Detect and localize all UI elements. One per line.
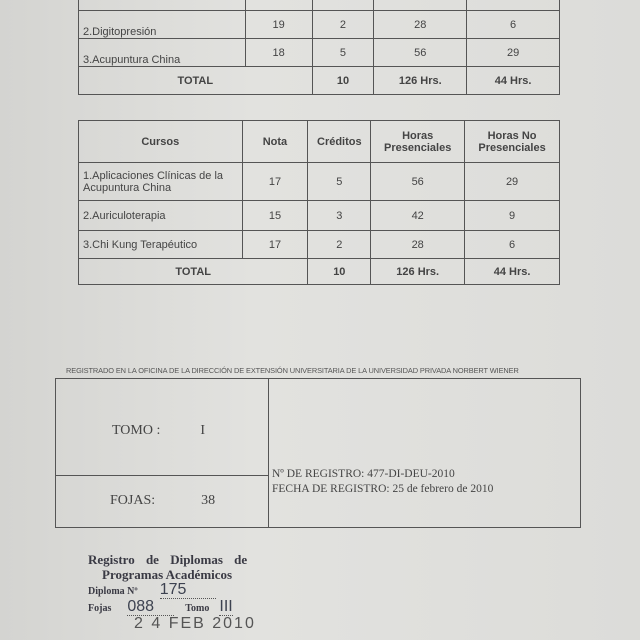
fojas-label: Fojas [88, 603, 112, 614]
fojas-number: 088 [127, 598, 174, 616]
grade: 17 [242, 231, 308, 259]
total-credits: 10 [308, 259, 371, 285]
table-row [79, 0, 560, 11]
total-label: TOTAL [79, 67, 313, 95]
remote-hours: 29 [467, 39, 560, 67]
total-row [79, 259, 560, 285]
header-cursos: Cursos [79, 121, 243, 163]
tomo-number: III [219, 598, 233, 615]
stamp-title: Registro de Diplomas de [88, 552, 248, 567]
registration-date: FECHA DE REGISTRO: 25 de febrero de 2010 [272, 483, 494, 495]
table-row [79, 231, 560, 259]
credits: 2 [312, 11, 374, 39]
table-row [79, 163, 560, 201]
table-row [79, 11, 560, 39]
grade: 18 [245, 39, 312, 67]
fojas-label: FOJAS: [110, 493, 156, 508]
registration-info [272, 467, 493, 497]
registration-box [55, 378, 581, 528]
remote-hours: 6 [467, 11, 560, 39]
course-name: 1.Aplicaciones Clínicas de la Acupuntura China [79, 163, 243, 201]
in-person-hours: 56 [374, 39, 467, 67]
stamp-subtitle: Programas Académicos [102, 567, 233, 582]
registration-heading: REGISTRADO EN LA OFICINA DE LA DIRECCIÓN DE EXTENSIÓN UNIVERSITARIA DE LA UNIVERSIDAD PRIVADA NORBERT WIENER [66, 366, 519, 375]
stamp-date: 2 4 FEB 2010 [134, 615, 256, 632]
tomo-label: TOMO : [112, 423, 161, 438]
divider [56, 475, 268, 476]
diploma-registry-stamp [88, 552, 256, 631]
remote-hours: 9 [465, 201, 560, 231]
courses-table-2 [78, 120, 560, 285]
fojas [110, 493, 215, 509]
courses-table-1 [78, 0, 560, 95]
in-person-hours: 28 [374, 11, 467, 39]
total-in-person-hours: 126 Hrs. [374, 67, 467, 95]
total-remote-hours: 44 Hrs. [465, 259, 560, 285]
tomo [112, 423, 205, 439]
grade: 15 [242, 201, 308, 231]
diploma-number: 175 [160, 581, 217, 599]
table-row [79, 201, 560, 231]
course-name: 2.Auriculoterapia [79, 201, 243, 231]
course-name: 2.Digitopresión [79, 11, 246, 39]
total-in-person-hours: 126 Hrs. [371, 259, 465, 285]
header-horas-no-presenciales: Horas No Presenciales [465, 121, 560, 163]
grade: 17 [242, 163, 308, 201]
credits: 3 [308, 201, 371, 231]
diploma-label: Diploma Nº [88, 586, 138, 597]
total-row [79, 67, 560, 95]
credits: 2 [308, 231, 371, 259]
in-person-hours: 56 [371, 163, 465, 201]
total-label: TOTAL [79, 259, 308, 285]
in-person-hours: 28 [371, 231, 465, 259]
registration-number: Nº DE REGISTRO: 477-DI-DEU-2010 [272, 468, 455, 480]
total-remote-hours: 44 Hrs. [467, 67, 560, 95]
header-nota: Nota [242, 121, 308, 163]
header-creditos: Créditos [308, 121, 371, 163]
tomo-label: Tomo [185, 603, 210, 614]
grade: 19 [245, 11, 312, 39]
credits: 5 [312, 39, 374, 67]
header-horas-presenciales: Horas Presenciales [371, 121, 465, 163]
total-credits: 10 [312, 67, 374, 95]
remote-hours: 6 [465, 231, 560, 259]
course-name: 3.Acupuntura China [79, 39, 246, 67]
credits: 5 [308, 163, 371, 201]
course-name: 3.Chi Kung Terapéutico [79, 231, 243, 259]
header-row [79, 121, 560, 163]
fojas-value: 38 [201, 493, 216, 508]
remote-hours: 29 [465, 163, 560, 201]
divider [268, 379, 269, 527]
tomo-value: I [200, 423, 206, 438]
in-person-hours: 42 [371, 201, 465, 231]
table-row [79, 39, 560, 67]
